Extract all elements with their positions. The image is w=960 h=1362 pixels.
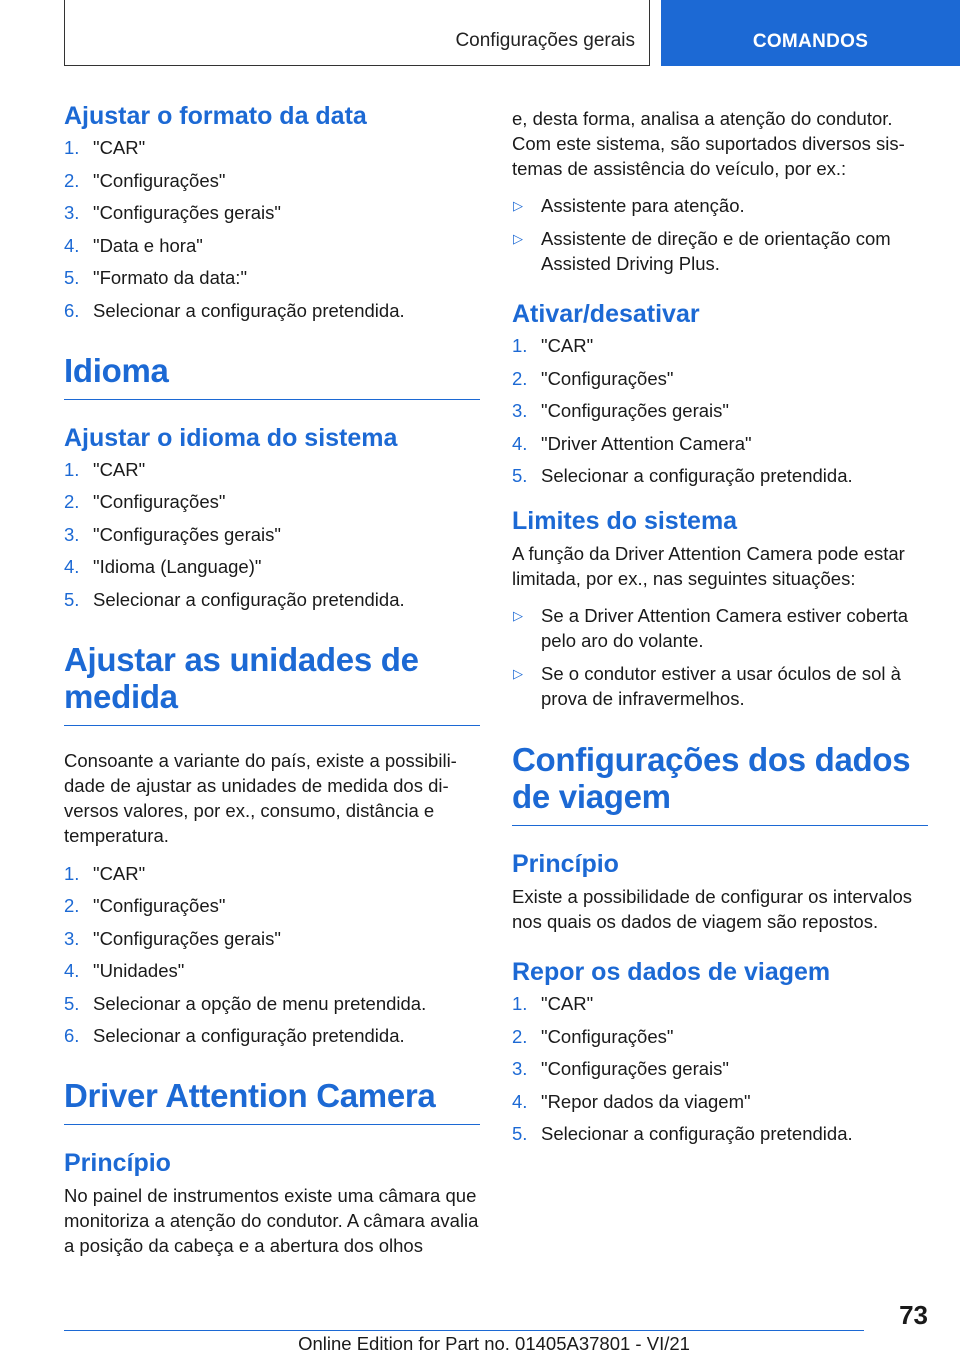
right-column <box>512 106 928 1155</box>
dac-continued-text: e, desta forma, analisa a atenção do condutor. Com este sistema, são suportados diversos sis-temas de assistência do veículo, por ex.: <box>512 108 905 179</box>
units-steps <box>64 862 480 1048</box>
activate-heading: Ativar/desativar <box>512 300 700 328</box>
list-item: ▷ Assistente de direção e de orientação com Assisted Driving Plus. <box>513 228 891 274</box>
list-item: 3. "Configurações gerais" <box>64 202 281 223</box>
footer-edition: Online Edition for Part no. 01405A37801 - VI/21 <box>298 1333 690 1354</box>
limits-heading: Limites do sistema <box>512 507 738 535</box>
trip-data-heading: Configurações dos dados de viagem <box>512 741 928 826</box>
triangle-bullet-icon: ▷ <box>513 198 523 213</box>
list-item: 1. "CAR" <box>512 335 594 356</box>
list-item: 3. "Configurações gerais" <box>512 400 729 421</box>
system-language-heading: Ajustar o idioma do sistema <box>64 423 398 452</box>
trip-principle-heading: Princípio <box>512 850 619 878</box>
list-item: 2. "Configurações" <box>64 491 226 512</box>
list-item: 2. "Configurações" <box>64 895 226 916</box>
units-text: Consoante a variante do país, existe a possibili-dade de ajustar as unidades de medida dos di-versos valores, por ex., consumo, distância e temperatura. <box>64 749 457 846</box>
list-item: 3. "Configurações gerais" <box>512 1058 729 1079</box>
footer-divider <box>64 1330 864 1331</box>
list-item: 4. "Unidades" <box>64 960 185 981</box>
header-section <box>64 0 650 66</box>
list-item: 6. Selecionar a configuração pretendida. <box>64 1025 405 1046</box>
list-item: 3. "Configurações gerais" <box>64 523 281 545</box>
page-number: 73 <box>899 1300 928 1330</box>
list-item: 6. Selecionar a configuração pretendida. <box>64 299 405 321</box>
dac-principle-heading: Princípio <box>64 1149 171 1177</box>
list-item: 4. "Driver Attention Camera" <box>512 432 752 454</box>
idioma-heading: Idioma <box>64 352 480 400</box>
list-item: 3. "Configurações gerais" <box>64 927 281 949</box>
list-item: 2. "Configurações" <box>512 367 674 389</box>
date-format-steps <box>64 136 480 322</box>
date-format-heading: Ajustar o formato da data <box>64 102 367 130</box>
list-item: 4. "Repor dados da viagem" <box>512 1090 751 1112</box>
list-item: 2. "Configurações" <box>64 169 226 191</box>
list-item: 1. "CAR" <box>512 993 594 1014</box>
list-item: 5. Selecionar a opção de menu pretendida. <box>64 992 427 1014</box>
header-tab-comandos[interactable]: COMANDOS <box>661 0 960 66</box>
list-item: 2. "Configurações" <box>512 1025 674 1047</box>
language-steps <box>64 458 480 611</box>
driver-attention-heading: Driver Attention Camera <box>64 1077 480 1125</box>
reset-trip-heading: Repor os dados de viagem <box>512 958 831 986</box>
triangle-bullet-icon: ▷ <box>513 231 523 246</box>
list-item: 5. Selecionar a configuração pretendida. <box>512 465 853 486</box>
dac-principle-text: No painel de instrumentos existe uma câmara que monitoriza a atenção do condutor. A câmara avalia a posição da cabeça e a abertura dos olhos <box>64 1185 479 1256</box>
activate-steps <box>512 334 928 487</box>
reset-trip-steps <box>512 992 928 1145</box>
list-item: 5. "Formato da data:" <box>64 267 248 288</box>
list-item: 5. Selecionar a configuração pretendida. <box>64 588 405 610</box>
units-heading: Ajustar as unidades de medida <box>64 641 480 726</box>
trip-principle-text: Existe a possibilidade de configurar os intervalos nos quais os dados de viagem são repostos. <box>512 886 913 932</box>
list-item: ▷ Se o condutor estiver a usar óculos de sol à prova de infravermelhos. <box>513 663 901 709</box>
limits-text: A função da Driver Attention Camera pode estar limitada, por ex., nas seguintes situações: <box>512 543 905 589</box>
list-item: 1. "CAR" <box>64 137 146 158</box>
list-item: 4. "Data e hora" <box>64 234 203 256</box>
triangle-bullet-icon: ▷ <box>513 608 523 623</box>
list-item: 5. Selecionar a configuração pretendida. <box>512 1123 853 1144</box>
triangle-bullet-icon: ▷ <box>513 666 523 681</box>
list-item: ▷ Assistente para atenção. <box>513 195 745 216</box>
list-item: 4. "Idioma (Language)" <box>64 556 262 577</box>
left-column <box>64 100 480 1258</box>
list-item: 1. "CAR" <box>64 862 146 884</box>
assist-systems-list <box>512 193 928 276</box>
header-section-title: Configurações gerais <box>455 30 635 51</box>
list-item: 1. "CAR" <box>64 458 146 480</box>
limits-list <box>512 603 928 711</box>
list-item: ▷ Se a Driver Attention Camera estiver coberta pelo aro do volante. <box>513 605 909 651</box>
